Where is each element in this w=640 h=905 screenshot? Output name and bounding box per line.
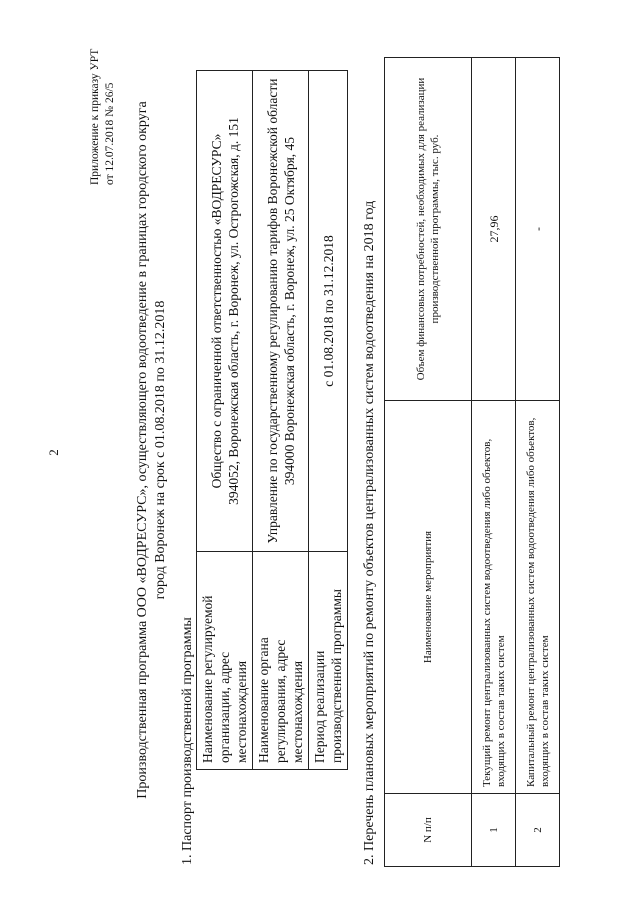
passport-value	[253, 71, 309, 552]
column-header-name: Наименование мероприятия	[385, 401, 472, 794]
section-2-title: 2. Перечень плановых мероприятий по ремонту объектов централизованных систем водоотведения на 2018 год	[362, 200, 377, 865]
row-number: 2	[516, 794, 560, 867]
table-row	[197, 71, 253, 770]
measures-table	[384, 57, 560, 867]
passport-value	[309, 71, 348, 552]
row-measure-name: Текущий ремонт централизованных систем водоотведения либо объектов, входящих в состав таких систем	[472, 401, 516, 794]
appendix-line-2: от 12.07.2018 № 26/5	[104, 82, 116, 185]
passport-label: Период реализации производственной программы	[309, 552, 348, 770]
document-title	[134, 35, 170, 865]
passport-value-line: с 01.08.2018 по 31.12.2018	[320, 235, 336, 387]
passport-value-line: Управление по государственному регулированию тарифов Воронежской области	[264, 78, 280, 544]
passport-value	[197, 71, 253, 552]
row-number: 1	[472, 794, 516, 867]
row-volume: -	[516, 58, 560, 401]
table-row	[472, 58, 516, 867]
row-volume: 27,96	[472, 58, 516, 401]
appendix-note	[88, 49, 118, 185]
passport-value-line: 394052, Воронежская область, г. Воронеж, ул. Острогожская, д. 151	[225, 117, 241, 505]
section-1-title: 1. Паспорт производственной программы	[180, 617, 195, 865]
passport-value-line: Общество с ограниченной ответственностью «ВОДРЕСУРС»	[208, 133, 224, 489]
column-header-num: N п/п	[385, 794, 472, 867]
table-row	[516, 58, 560, 867]
table-row	[253, 71, 309, 770]
appendix-line-1: Приложение к приказу УРТ	[89, 48, 101, 185]
title-line-1: Производственная программа ООО «ВОДРЕСУРС», осуществляющего водоотведение в границах городского округа	[135, 101, 150, 799]
passport-value-line: 394000 Воронежская область, г. Воронеж, ул. 25 Октября, 45	[281, 136, 297, 486]
row-measure-name: Капитальный ремонт централизованных систем водоотведения либо объектов, входящих в состав таких систем	[516, 401, 560, 794]
passport-label: Наименование регулируемой организации, адрес местонахождения	[197, 552, 253, 770]
table-header-row	[385, 58, 472, 867]
column-header-volume: Объем финансовых потребностей, необходимых для реализации производственной программы, тыс. руб.	[385, 58, 472, 401]
table-row	[309, 71, 348, 770]
title-line-2: город Воронеж на срок с 01.08.2018 по 31.12.2018	[153, 300, 168, 600]
passport-label: Наименование органа регулирования, адрес местонахождения	[253, 552, 309, 770]
page-number: 2	[46, 449, 61, 456]
passport-table	[196, 70, 348, 770]
